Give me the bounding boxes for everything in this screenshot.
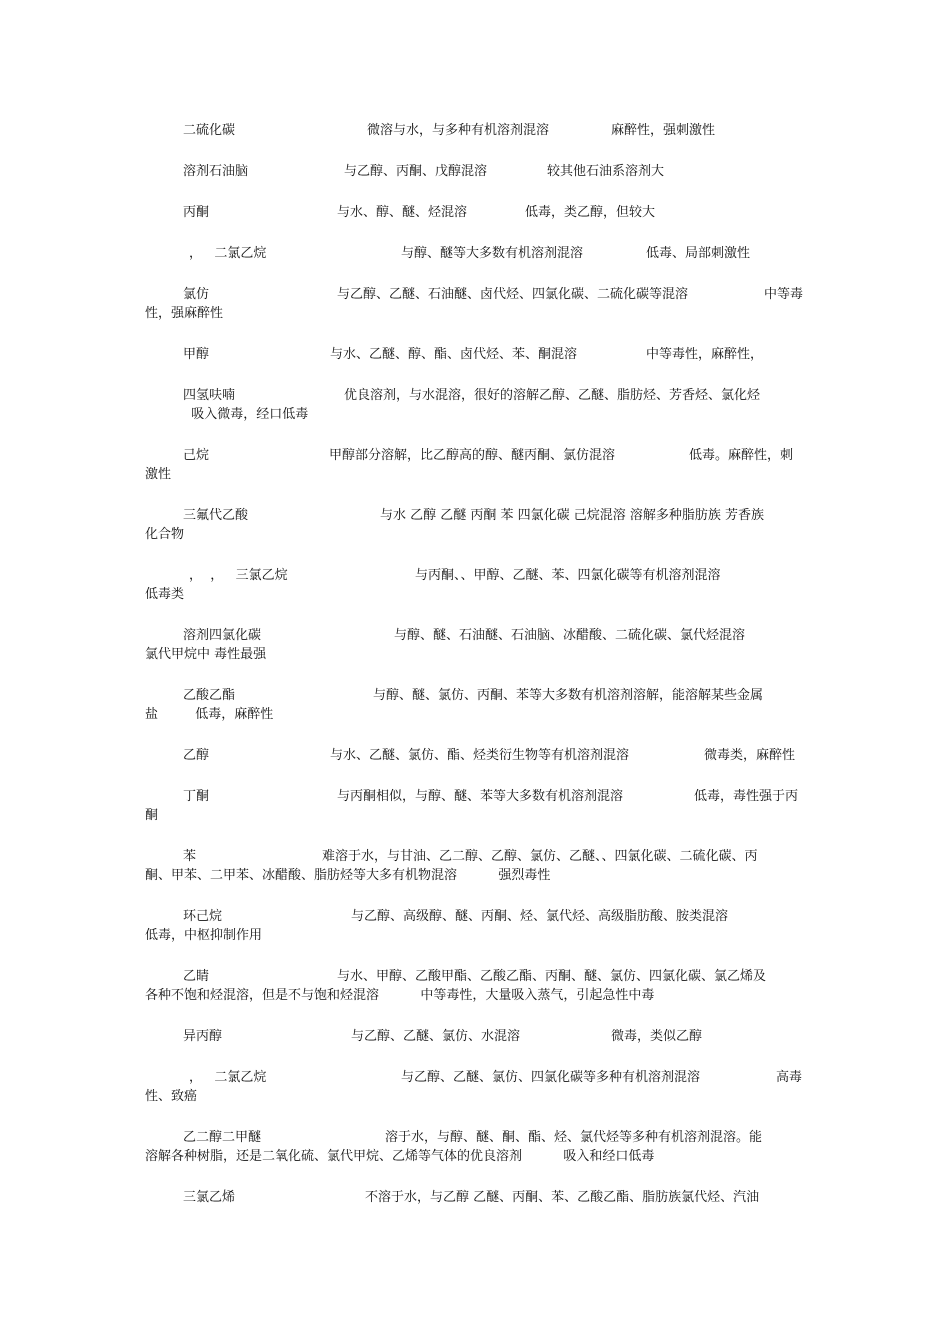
continuation: 激性 — [145, 467, 172, 482]
solvent-name: ， ， 三氯乙烷 — [189, 568, 288, 583]
solvent-name: 溶剂石油脑 — [183, 164, 249, 179]
solubility: 与乙醇、乙醚、氯仿、四氯化碳等多种有机溶剂混溶 — [401, 1070, 701, 1085]
continuation: 酮 — [145, 808, 159, 823]
toxicity: 高毒 — [776, 1070, 803, 1085]
solvent-name: 环己烷 — [183, 909, 223, 924]
continuation: 低毒，中枢抑制作用 — [145, 928, 263, 943]
solvent-name: 氯仿 — [183, 287, 210, 302]
solubility: 难溶于水，与甘油、乙二醇、乙醇、氯仿、乙醚、、四氯化碳、二硫化碳、丙 — [322, 849, 758, 864]
continuation: 性、致癌 — [145, 1089, 198, 1104]
solubility: 与乙醇、乙醚、石油醚、卤代烃、四氯化碳、二硫化碳等混溶 — [337, 287, 689, 302]
solvent-name: 甲醇 — [183, 347, 210, 362]
toxicity: 低毒，毒性强于丙 — [694, 789, 799, 804]
solubility: 与丙酮相似，与醇、醚、苯等大多数有机溶剂混溶 — [337, 789, 624, 804]
solvent-name: 三氯乙烯 — [183, 1190, 236, 1205]
continuation: 性，强麻醉性 — [145, 306, 224, 321]
toxicity: 较其他石油系溶剂大 — [547, 164, 665, 179]
solvent-name: 乙二醇二甲醚 — [183, 1130, 262, 1145]
continuation: 低毒类 — [145, 587, 185, 602]
solubility: 与醇、醚、石油醚、石油脑、冰醋酸、二硫化碳、氯代烃混溶 — [394, 628, 746, 643]
solubility: 与醇、醚、氯仿、丙酮、苯等大多数有机溶剂溶解，能溶解某些金属 — [373, 688, 764, 703]
toxicity: 微毒类，麻醉性 — [704, 748, 796, 763]
toxicity: 低毒、局部刺激性 — [646, 246, 751, 261]
continuation: 各种不饱和烃混溶，但是不与饱和烃混溶 中等毒性，大量吸入蒸气，引起急性中毒 — [145, 988, 655, 1003]
toxicity: 麻醉性，强刺激性 — [611, 123, 716, 138]
toxicity: 低毒。麻醉性，刺 — [689, 448, 794, 463]
solvent-name: 溶剂四氯化碳 — [183, 628, 262, 643]
solubility: 与水 乙醇 乙醚 丙酮 苯 四氯化碳 己烷混溶 溶解多种脂肪族 芳香族 — [380, 508, 765, 523]
solubility: 与水、乙醚、氯仿、酯、烃类衍生物等有机溶剂混溶 — [330, 748, 630, 763]
solvent-name: 丙酮 — [183, 205, 210, 220]
solvent-name: 乙睛 — [183, 969, 210, 984]
solvent-name: ， 二氯乙烷 — [189, 1070, 267, 1085]
continuation: 氯代甲烷中 毒性最强 — [145, 647, 267, 662]
solubility: 与水、醇、醚、烃混溶 — [337, 205, 468, 220]
toxicity: 中等毒性，麻醉性， — [646, 347, 764, 362]
continuation: 酮、甲苯、二甲苯、冰醋酸、脂肪烃等大多有机物混溶 强烈毒性 — [145, 868, 551, 883]
solubility: 与醇、醚等大多数有机溶剂混溶 — [401, 246, 584, 261]
solubility: 微溶与水，与多种有机溶剂混溶 — [367, 123, 550, 138]
solvent-name: 己烷 — [183, 448, 210, 463]
solvent-name: 二硫化碳 — [183, 123, 236, 138]
solubility: 与乙醇、丙酮、戊醇混溶 — [344, 164, 488, 179]
toxicity: 中等毒 — [764, 287, 804, 302]
solubility: 与水、乙醚、醇、酯、卤代烃、苯、酮混溶 — [330, 347, 578, 362]
solvent-name: ， 二氯乙烷 — [189, 246, 267, 261]
toxicity: 微毒，类似乙醇 — [611, 1029, 703, 1044]
continuation: 溶解各种树脂，还是二氧化硫、氯代甲烷、乙烯等气体的优良溶剂 吸入和经口低毒 — [145, 1149, 655, 1164]
solubility: 优良溶剂，与水混溶，很好的溶解乙醇、乙醚、脂肪烃、芳香烃、氯化烃 — [344, 388, 761, 403]
solubility: 与水、甲醇、乙酸甲酯、乙酸乙酯、丙酮、醚、氯仿、四氯化碳、氯乙烯及 — [337, 969, 767, 984]
continuation: 化合物 — [145, 527, 185, 542]
continuation: 吸入微毒，经口低毒 — [183, 407, 309, 422]
toxicity: 低毒，类乙醇，但较大 — [525, 205, 656, 220]
solvent-name: 乙酸乙酯 — [183, 688, 236, 703]
solvent-name: 三氟代乙酸 — [183, 508, 249, 523]
solubility: 溶于水，与醇、醚、酮、酯、烃、氯代烃等多种有机溶剂混溶。能 — [385, 1130, 763, 1145]
solvent-name: 丁酮 — [183, 789, 210, 804]
solubility: 与乙醇、高级醇、醚、丙酮、烃、氯代烃、高级脂肪酸、胺类混溶 — [351, 909, 729, 924]
solubility: 不溶于水，与乙醇 乙醚、丙酮、苯、乙酸乙酯、脂肪族氯代烃、汽油 — [365, 1190, 760, 1205]
solubility: 甲醇部分溶解，比乙醇高的醇、醚丙酮、氯仿混溶 — [329, 448, 616, 463]
continuation: 盐 低毒，麻醉性 — [145, 707, 274, 722]
solubility: 与乙醇、乙醚、氯仿、水混溶 — [351, 1029, 521, 1044]
solvent-name: 苯 — [183, 849, 197, 864]
solvent-name: 乙醇 — [183, 748, 210, 763]
solvent-name: 四氢呋喃 — [183, 388, 236, 403]
solvent-name: 异丙醇 — [183, 1029, 223, 1044]
solubility: 与丙酮、、甲醇、乙醚、苯、四氯化碳等有机溶剂混溶 — [415, 568, 721, 583]
